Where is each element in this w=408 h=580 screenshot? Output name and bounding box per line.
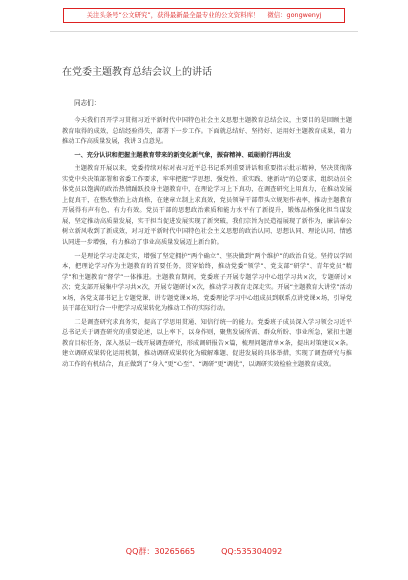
paragraph-intro: 今天我们召开学习贯彻习近平新时代中国特色社会主义思想主题教育总结会议，主要目的是回顾主题教育取得的成效，总结经验得失，部署下一步工作。下面就总结好、坚持好、运用好主题教育成果，着力推动工作高质量发展，我讲３点意见。: [62, 117, 352, 146]
paragraph-overview: 主题教育开展以来，党委持续对标对表习近平总书记系列重要讲话和重要指示批示精神，坚决贯彻落实党中央决策部署和省委工作要求，牢牢把握“学思想、强党性、重实践、建新功”的总要求，组织动员全体党员以饱满的政治热情踊跃投身主题教育中，在理论学习上下真功，在调查研究上用真力，在推动发展上促真干，在整改整治上动真格，在建章立制上求真效，党员领导干部带头立规矩作表率，推动主题教育开展得有声有色、有力有效。党员干部的思想政治素质和能力水平有了新提升，锻炼品格强化担当谋发展，坚定推动高质量发展，实干担当促进发展实现了新突破，我们宗旨为民造福展现了新作为，廉洁奉公树立新风收到了新成效，对习近平新时代中国特色社会主义思想的政治认同、思想认同、理论认同、情感认同进一步增强，有力推动了事业高质量发展迈上新台阶。: [62, 165, 352, 247]
footer-contact: [0, 546, 408, 558]
qq-group: QQ群：30265665: [125, 547, 196, 556]
header-divider: [50, 31, 358, 32]
document-body: [62, 116, 352, 541]
greeting: 同志们：: [74, 99, 101, 107]
promo-banner: [63, 8, 345, 23]
document-title: 在党委主题教育总结会议上的讲话: [62, 67, 212, 78]
wechat-id: 微信：gongwenyj: [267, 11, 322, 19]
paragraph-research: 二是调查研究求真务实，提高了学思用贯通、知信行统一的能力。党委班子成员深入学习领会习近平总书记关于调查研究的重要论述，以上率下，以身作则，聚焦发展所需、群众所盼、事业所急，紧扣主题教育目标任务，深入基层一线开展调查研究，形成调研报告×篇，梳理问题清单×条，提出对策建议×条。建立调研成果转化运用机制，推动调研成果转化为破解难题、促进发展的具体举措，实现了调查研究与推动工作的有机结合，真正做到了“身入”更“心至”、“调研”更“调优”，以调研实效检验主题教育成效。: [62, 318, 352, 369]
qq-number: QQ:535304092: [221, 547, 283, 556]
paragraph-theory: 一是理论学习走深走实，增强了坚定拥护“两个确立”、坚决做到“两个维护”的政治自觉。坚持以学固本，把理论学习作为主题教育的首要任务，贯穿始终，推动党委“领学”、党支部“研学”、青年党员“精学”和主题教育“督学”一体推进。主题教育期间，党委班子开展专题学习中心组学习共×次，专题研讨×次；党支部开展集中学习共×次，开展专题研讨×次，推动学习教育走深走实。开展“主题教育大讲堂”活动×场，各党支部书记上专题党课、讲专题党课×场，党委理论学习中心组成员到联系点讲党课×场，引导党员干部在知行合一中把学习成果转化为推动工作的实际行动。: [62, 252, 352, 313]
promo-text: 关注头条号“公文研究”，获得最新最全最专业的公文资料库！: [86, 11, 260, 19]
section-heading: 一、充分认识和把握主题教育带来的新变化新气象，振奋精神、砥砺前行再出发: [74, 151, 291, 159]
